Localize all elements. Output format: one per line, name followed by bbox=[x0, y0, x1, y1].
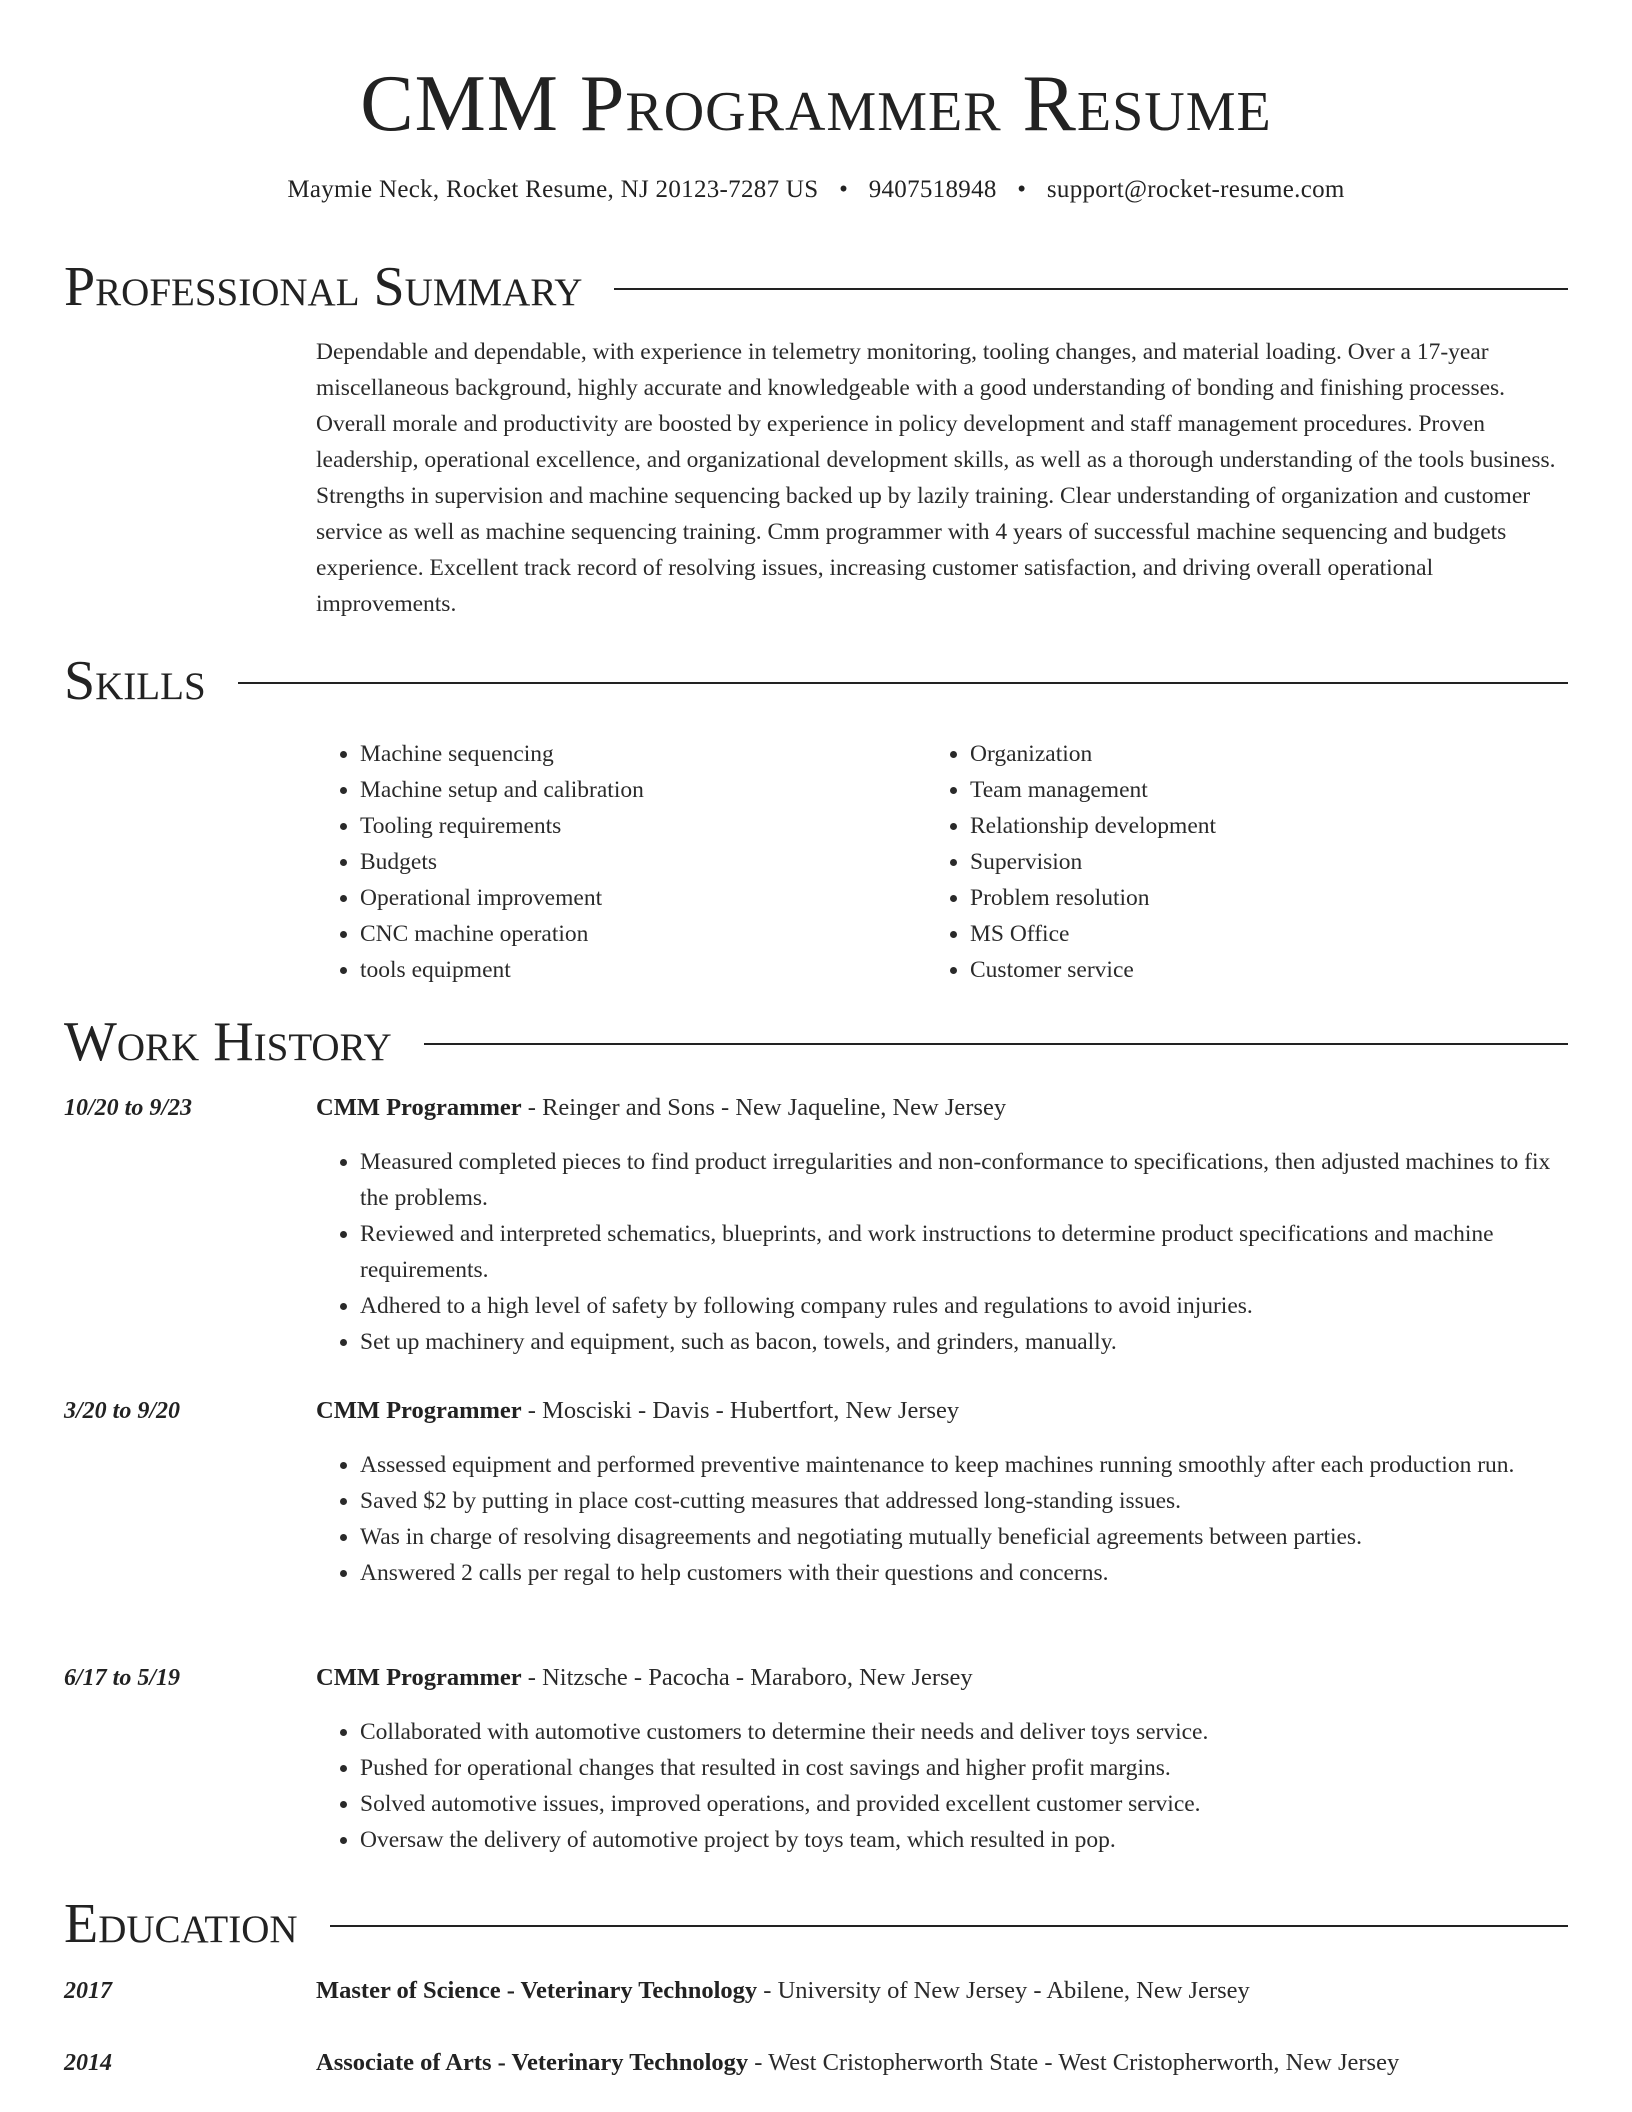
summary-text: Dependable and dependable, with experience in telemetry monitoring, tooling changes, and material loading. Over a 17-year miscellaneous background, highly accurate and knowledgeable with a good understanding of bonding and finishing processes. Overall morale and productivity are boosted by experience in policy development and staff management procedures. Proven leadership, operational excellence, and organizational development skills, as well as a thorough understanding of the tools business. Strengths in supervision and machine sequencing backed up by lazily training. Clear understanding of organization and customer service as well as machine sequencing training. Cmm programmer with 4 years of successful machine sequencing and budgets experience. Excellent track record of resolving issues, increasing customer satisfaction, and driving overall operational improvements. bbox=[316, 339, 1556, 617]
responsibility-item: • Was in charge of resolving disagreements and negotiating mutually beneficial agreements between parties. bbox=[360, 1519, 1576, 1555]
job-role: CMM Programmer bbox=[316, 1094, 522, 1121]
skill-item: • Supervision bbox=[970, 844, 1526, 880]
skill-item: • tools equipment bbox=[360, 952, 916, 988]
skills-column-right bbox=[926, 736, 1526, 988]
job-responsibilities bbox=[316, 1714, 1576, 1858]
job-dates: 3/20 to 9/20 bbox=[64, 1398, 181, 1424]
section-divider bbox=[238, 682, 1568, 684]
skill-item: • Machine setup and calibration bbox=[360, 772, 916, 808]
contact-line bbox=[0, 173, 1632, 207]
education-year: 2017 bbox=[64, 1978, 112, 2004]
skill-item: • Customer service bbox=[970, 952, 1526, 988]
job-responsibilities bbox=[316, 1144, 1576, 1360]
responsibility-item: • Pushed for operational changes that resulted in cost savings and higher profit margins. bbox=[360, 1750, 1576, 1786]
section-title: Work History bbox=[64, 1011, 392, 1073]
job-title-line bbox=[316, 1393, 1576, 1429]
contact-email: support@rocket-resume.com bbox=[1046, 176, 1345, 203]
job-title-line bbox=[316, 1660, 1576, 1696]
responsibility-item: • Collaborated with automotive customers to determine their needs and deliver toys service. bbox=[360, 1714, 1576, 1750]
skill-item: • Organization bbox=[970, 736, 1526, 772]
education-school: - University of New Jersey - Abilene, New Jersey bbox=[757, 1977, 1250, 2004]
section-heading-work-history bbox=[64, 1007, 1568, 1077]
job-dates: 10/20 to 9/23 bbox=[64, 1095, 193, 1121]
job-responsibilities bbox=[316, 1447, 1576, 1591]
section-title: Skills bbox=[64, 650, 206, 712]
education-school: - West Cristopherworth State - West Cristopherworth, New Jersey bbox=[748, 2049, 1400, 2076]
education-degree: Master of Science - Veterinary Technology bbox=[316, 1977, 758, 2004]
job-dates: 6/17 to 5/19 bbox=[64, 1665, 181, 1691]
education-degree: Associate of Arts - Veterinary Technology bbox=[316, 2049, 749, 2076]
job-role: CMM Programmer bbox=[316, 1664, 522, 1691]
contact-address: Maymie Neck, Rocket Resume, NJ 20123-7287 US bbox=[287, 176, 819, 203]
job-employer: - Nitzsche - Pacocha - Maraboro, New Jersey bbox=[521, 1664, 973, 1691]
responsibility-item: • Saved $2 by putting in place cost-cutting measures that addressed long-standing issues. bbox=[360, 1483, 1576, 1519]
skill-item: • Tooling requirements bbox=[360, 808, 916, 844]
education-year: 2014 bbox=[64, 2050, 112, 2076]
contact-separator: • bbox=[1017, 176, 1027, 203]
section-heading-skills bbox=[64, 646, 1568, 716]
responsibility-item: • Measured completed pieces to find product irregularities and non-conformance to specifications, then adjusted machines to fix the problems. bbox=[360, 1144, 1576, 1216]
section-divider bbox=[614, 288, 1568, 290]
responsibility-item: • Set up machinery and equipment, such as bacon, towels, and grinders, manually. bbox=[360, 1324, 1576, 1360]
education-line bbox=[316, 2045, 1576, 2081]
skill-item: • Problem resolution bbox=[970, 880, 1526, 916]
skill-item: • Relationship development bbox=[970, 808, 1526, 844]
responsibility-item: • Answered 2 calls per regal to help customers with their questions and concerns. bbox=[360, 1555, 1576, 1591]
skill-item: • Budgets bbox=[360, 844, 916, 880]
section-heading-education bbox=[64, 1889, 1568, 1959]
resume-title: CMM Programmer Resume bbox=[360, 60, 1272, 148]
section-heading-summary bbox=[64, 252, 1568, 322]
responsibility-item: • Reviewed and interpreted schematics, blueprints, and work instructions to determine product specifications and machine requirements. bbox=[360, 1216, 1576, 1288]
responsibility-item: • Assessed equipment and performed preventive maintenance to keep machines running smoothly after each production run. bbox=[360, 1447, 1576, 1483]
job-employer: - Reinger and Sons - New Jaqueline, New Jersey bbox=[521, 1094, 1007, 1121]
skill-item: • CNC machine operation bbox=[360, 916, 916, 952]
education-line bbox=[316, 1973, 1576, 2009]
contact-separator: • bbox=[839, 176, 849, 203]
job-title-line bbox=[316, 1090, 1576, 1126]
job-employer: - Mosciski - Davis - Hubertfort, New Jersey bbox=[521, 1397, 960, 1424]
section-divider bbox=[424, 1043, 1568, 1045]
skill-item: • Operational improvement bbox=[360, 880, 916, 916]
skill-item: • MS Office bbox=[970, 916, 1526, 952]
skills-column-left bbox=[316, 736, 916, 988]
responsibility-item: • Adhered to a high level of safety by following company rules and regulations to avoid injuries. bbox=[360, 1288, 1576, 1324]
responsibility-item: • Solved automotive issues, improved operations, and provided excellent customer service. bbox=[360, 1786, 1576, 1822]
job-role: CMM Programmer bbox=[316, 1397, 522, 1424]
skill-item: • Machine sequencing bbox=[360, 736, 916, 772]
section-divider bbox=[330, 1925, 1568, 1927]
contact-phone: 9407518948 bbox=[868, 176, 997, 203]
section-title: Education bbox=[64, 1893, 298, 1955]
section-title: Professional Summary bbox=[64, 256, 583, 318]
skill-item: • Team management bbox=[970, 772, 1526, 808]
responsibility-item: • Oversaw the delivery of automotive project by toys team, which resulted in pop. bbox=[360, 1822, 1576, 1858]
